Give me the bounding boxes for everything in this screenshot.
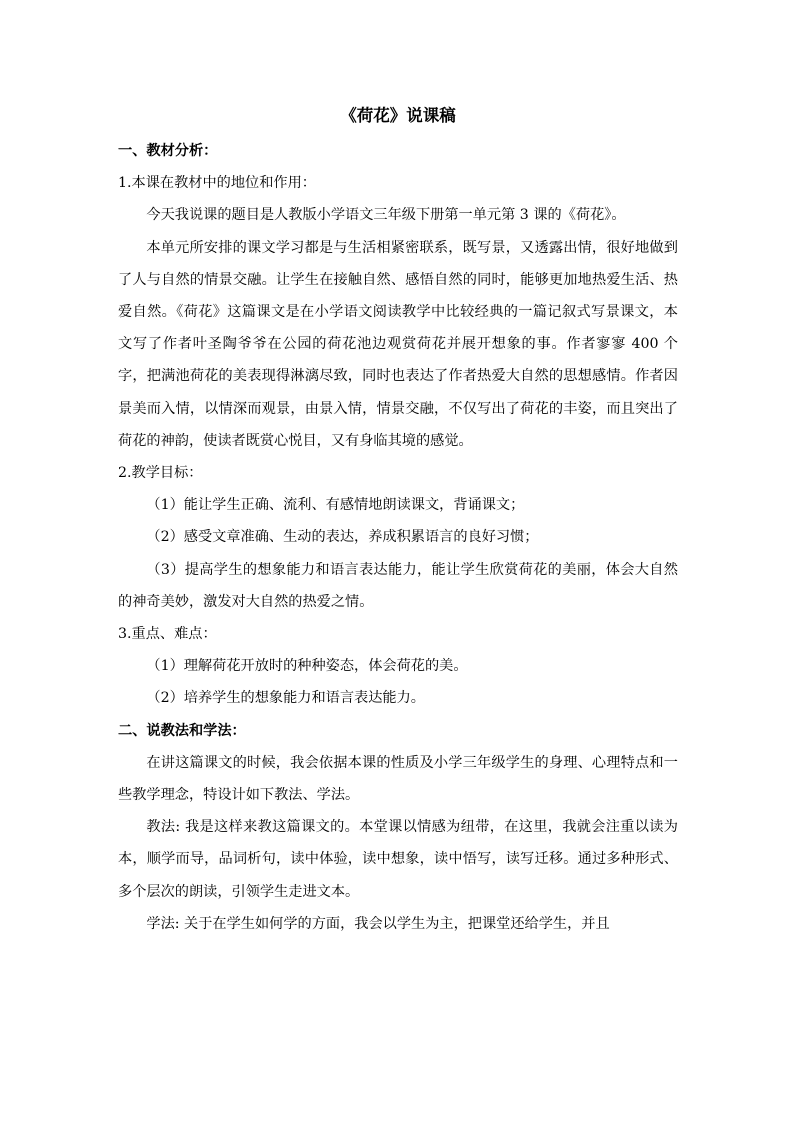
key-point-item-1: （1）理解荷花开放时的种种姿态，体会荷花的美。 bbox=[146, 658, 468, 675]
section-heading-methods: 二、说教法和学法： bbox=[118, 722, 246, 739]
paragraph-methods-intro: 在讲这篇课文的时候，我会依据本课的性质及小学三年级学生的身理、心理特点和一些教学理念，特设计如下教法、学法。 bbox=[118, 754, 678, 804]
goal-item-3: （3）提高学生的想象能力和语言表达能力，能让学生欣赏荷花的美丽，体会大自然的神奇美妙，激发对大自然的热爱之情。 bbox=[118, 561, 678, 610]
paragraph-learning-method: 学法: 关于在学生如何学的方面，我会以学生为主，把课堂还给学生，并且 bbox=[146, 915, 610, 932]
subheading-key-points: 3.重点、难点： bbox=[118, 626, 217, 643]
section-heading-teaching-material: 一、教材分析： bbox=[118, 143, 218, 159]
document-title: 《荷花》说课稿 bbox=[340, 106, 456, 125]
document-page bbox=[118, 104, 678, 940]
subheading-position-role: 1.本课在教材中的地位和作用： bbox=[118, 175, 316, 192]
key-point-item-2: （2）培养学生的想象能力和语言表达能力。 bbox=[146, 690, 425, 707]
paragraph-unit-description: 本单元所安排的课文学习都是与生活相紧密联系，既写景，又透露出情，很好地做到了人与自然的情景交融。让学生在接触自然、感悟自然的同时，能够更加地热爱生活、热爱自然。《荷花》这篇课文是在小学语文阅读教学中比较经典的一篇记叙式写景课文，本文写了作者叶圣陶爷爷在公园的荷花池边观赏荷花并展开想象的事。作者寥寥 400 个字，把满池荷花的美表现得淋漓尽致，同时也表达了作者热爱大自然的思想感情。作者因景美而入情，以情深而观景，由景入情，情景交融，不仅写出了荷花的丰姿，而且突出了荷花的神韵，使读者既赏心悦目，又有身临其境的感觉。 bbox=[118, 239, 678, 449]
paragraph-teaching-method: 教法: 我是这样来教这篇课文的。本堂课以情感为纽带，在这里，我就会注重以读为本，顺学而导，品词析句，读中体验，读中想象，读中悟写，读写迁移。通过多种形式、多个层次的朗读，引领学生走进文本。 bbox=[118, 819, 678, 900]
subheading-teaching-goals: 2.教学目标： bbox=[118, 465, 203, 482]
goal-item-1: （1）能让学生正确、流利、有感情地朗读课文，背诵课文； bbox=[146, 497, 525, 514]
goal-item-2: （2）感受文章准确、生动的表达，养成积累语言的良好习惯； bbox=[146, 529, 539, 546]
paragraph-lesson-topic: 今天我说课的题目是人教版小学语文三年级下册第一单元第 3 课的《荷花》。 bbox=[146, 207, 626, 224]
